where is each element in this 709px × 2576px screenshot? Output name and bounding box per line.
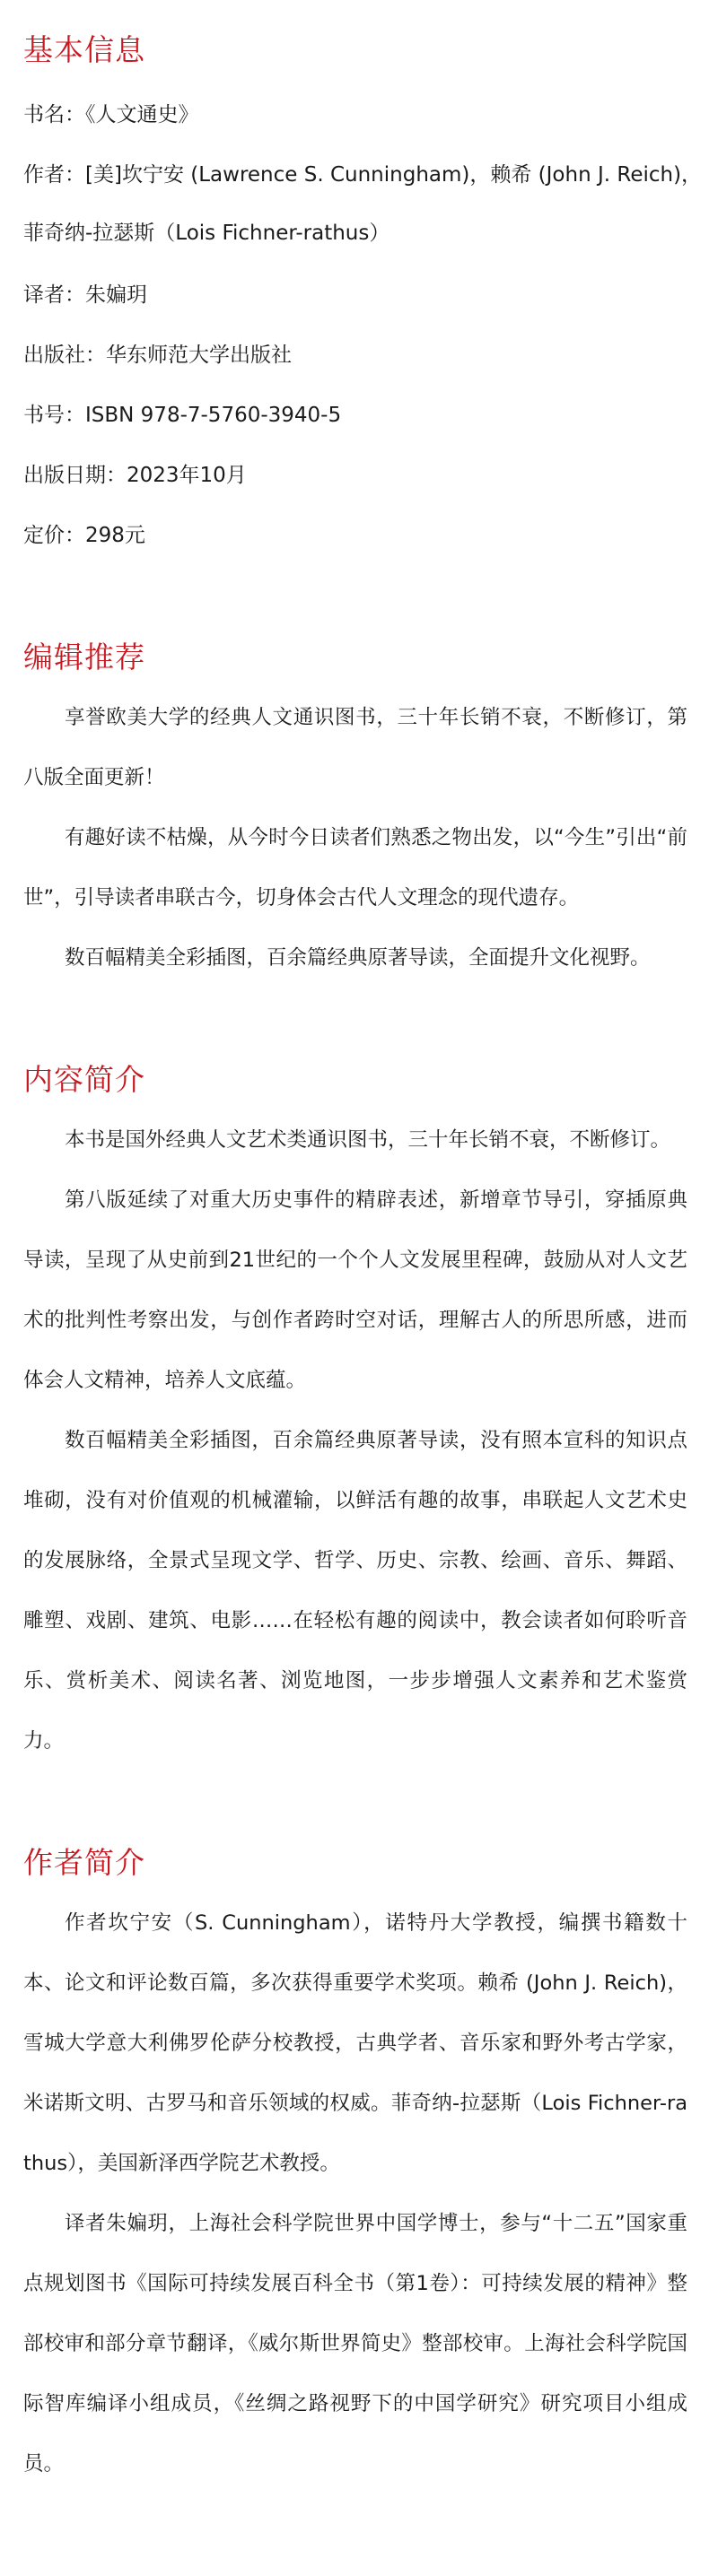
publisher-line: 出版社：华东师范大学出版社 xyxy=(23,344,292,367)
authors-line-2: 菲奇纳-拉瑟斯（Lois Fichner-rathus） xyxy=(23,222,390,245)
summary-paragraph: 本书是国外经典人文艺术类通识图书，三十年长销不衰，不断修订。 xyxy=(65,1128,671,1152)
editor-paragraph: 享誉欧美大学的经典人文通识图书，三十年长销不衰，不断修订，第八版全面更新！ xyxy=(23,706,687,789)
isbn-line: 书号：ISBN 978-7-5760-3940-5 xyxy=(23,404,342,427)
price-line: 定价：298元 xyxy=(23,524,145,547)
section-title-editor-recommendation: 编辑推荐 xyxy=(23,640,145,674)
author-paragraph: 作者坎宁安（S. Cunningham），诺特丹大学教授，编撰书籍数十本、论文和评论数百篇，多次获得重要学术奖项。赖希 (John J. Reich)，雪城大学意大利佛罗伦萨分校教授，古典学者、音乐家和野外考古学家，米诺斯文明、古罗马和音乐领域的权威。菲奇纳-拉瑟斯（Lois Fichner-rathus），美国新泽西学院艺术教授。 xyxy=(23,1911,687,2175)
publish-date-line: 出版日期：2023年10月 xyxy=(23,464,247,487)
section-title-basic-info: 基本信息 xyxy=(23,32,145,67)
editor-paragraph: 数百幅精美全彩插图，百余篇经典原著导读，全面提升文化视野。 xyxy=(65,946,651,970)
authors-line-1: 作者：[美]坎宁安 (Lawrence S. Cunningham)，赖希 (John J. Reich)， xyxy=(23,163,703,187)
author-paragraph: 译者朱媥玥，上海社会科学院世界中国学博士，参与“十二五”国家重点规划图书《国际可持续发展百科全书（第1卷）：可持续发展的精神》整部校审和部分章节翻译，《威尔斯世界简史》整部校审。上海社会科学院国际智库编译小组成员，《丝绸之路视野下的中国学研究》研究项目小组成员。 xyxy=(23,2212,687,2476)
book-name-line: 书名：《人文通史》 xyxy=(23,103,199,126)
section-title-author-intro: 作者简介 xyxy=(23,1845,145,1880)
editor-paragraph: 有趣好读不枯燥，从今时今日读者们熟悉之物出发，以“今生”引出“前世”，引导读者串联古今，切身体会古代人文理念的现代遗存。 xyxy=(23,826,687,909)
translator-line: 译者：朱媥玥 xyxy=(23,283,147,307)
summary-paragraph: 数百幅精美全彩插图，百余篇经典原著导读，没有照本宣科的知识点堆砌，没有对价值观的机械灌输，以鲜活有趣的故事，串联起人文艺术史的发展脉络，全景式呈现文学、哲学、历史、宗教、绘画、音乐、舞蹈、雕塑、戏剧、建筑、电影……在轻松有趣的阅读中，教会读者如何聆听音乐、赏析美术、阅读名著、浏览地图，一步步增强人文素养和艺术鉴赏力。 xyxy=(23,1429,687,1753)
section-title-content-summary: 内容简介 xyxy=(23,1062,145,1097)
summary-paragraph: 第八版延续了对重大历史事件的精辟表述，新增章节导引，穿插原典导读，呈现了从史前到21世纪的一个个人文发展里程碑，鼓励从对人文艺术的批判性考察出发，与创作者跨时空对话，理解古人的所思所感，进而体会人文精神，培养人文底蕴。 xyxy=(23,1188,687,1392)
